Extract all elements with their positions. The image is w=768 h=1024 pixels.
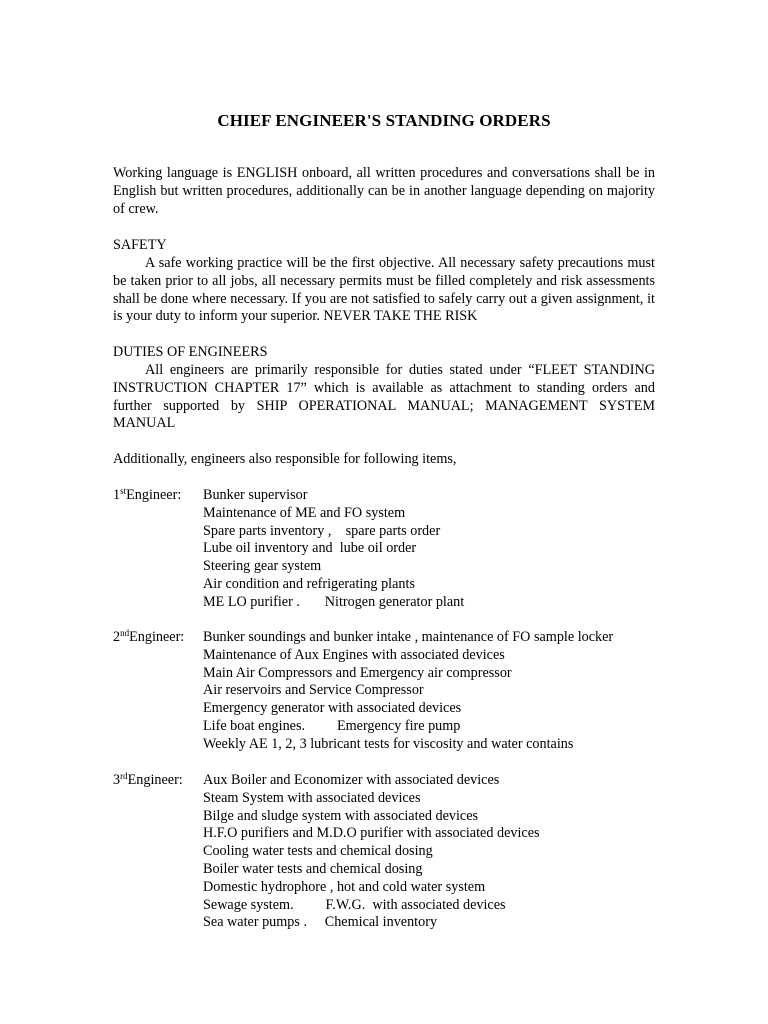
list-item: Spare parts inventory , spare parts order <box>203 522 441 539</box>
list-item: Bunker supervisor <box>203 487 308 503</box>
list-item: Aux Boiler and Economizer with associated devices <box>203 772 500 788</box>
duties-text: All engineers are primarily responsible for duties stated under “FLEET STANDING INSTRUCTION CHAPTER 17” which is available as attachment to standing orders and further supported by SHIP OPERATIONAL MANUAL; MANAGEMENT SYSTEM MANUAL <box>113 362 655 432</box>
first-engineer-duties <box>203 487 464 612</box>
list-item: Air condition and refrigerating plants <box>203 575 415 592</box>
list-item: Boiler water tests and chemical dosing <box>203 860 423 877</box>
third-engineer-duties <box>203 772 540 932</box>
second-engineer-duties <box>203 629 613 754</box>
first-engineer-label: 1stEngineer: <box>113 486 182 503</box>
third-engineer-label: 3rdEngineer: <box>113 771 183 788</box>
list-item: Bilge and sludge system with associated devices <box>203 807 479 824</box>
list-item: Domestic hydrophore , hot and cold water system <box>203 878 486 895</box>
list-item: Maintenance of Aux Engines with associated devices <box>203 646 505 663</box>
list-item: ME LO purifier . Nitrogen generator plant <box>203 593 465 610</box>
list-item: Main Air Compressors and Emergency air compressor <box>203 664 512 681</box>
list-item: H.F.O purifiers and M.D.O purifier with associated devices <box>203 825 540 842</box>
list-item: Air reservoirs and Service Compressor <box>203 682 424 699</box>
safety-paragraph <box>113 255 655 326</box>
list-item: Lube oil inventory and lube oil order <box>203 540 417 557</box>
list-item: Maintenance of ME and FO system <box>203 504 406 521</box>
duties-paragraph <box>113 362 655 433</box>
list-item: Life boat engines. Emergency fire pump <box>203 717 461 734</box>
second-engineer-label: 2ndEngineer: <box>113 628 185 645</box>
intro-paragraph: Working language is ENGLISH onboard, all written procedures and conversations shall be in English but written procedures, additionally can be in another language depending on majority of crew. <box>113 165 655 217</box>
safety-text: A safe working practice will be the first objective. All necessary safety precautions must be taken prior to all jobs, all necessary permits must be filled completely and risk assessments shall be done where necessary. If you are not satisfied to safely carry out a given assignment, it is your duty to inform your superior. NEVER TAKE THE RISK <box>113 255 655 325</box>
list-item: Weekly AE 1, 2, 3 lubricant tests for viscosity and water contains <box>203 735 574 752</box>
additionally-line: Additionally, engineers also responsible for following items, <box>113 451 457 467</box>
safety-heading: SAFETY <box>113 237 167 253</box>
list-item: Sea water pumps . Chemical inventory <box>203 914 438 931</box>
list-item: Sewage system. F.W.G. with associated devices <box>203 896 506 913</box>
list-item: Emergency generator with associated devices <box>203 700 462 717</box>
duties-heading: DUTIES OF ENGINEERS <box>113 344 268 360</box>
list-item: Cooling water tests and chemical dosing <box>203 843 433 860</box>
list-item: Steam System with associated devices <box>203 789 421 806</box>
list-item: Steering gear system <box>203 558 322 575</box>
list-item: Bunker soundings and bunker intake , maintenance of FO sample locker <box>203 629 614 645</box>
page-title: CHIEF ENGINEER'S STANDING ORDERS <box>217 111 551 130</box>
